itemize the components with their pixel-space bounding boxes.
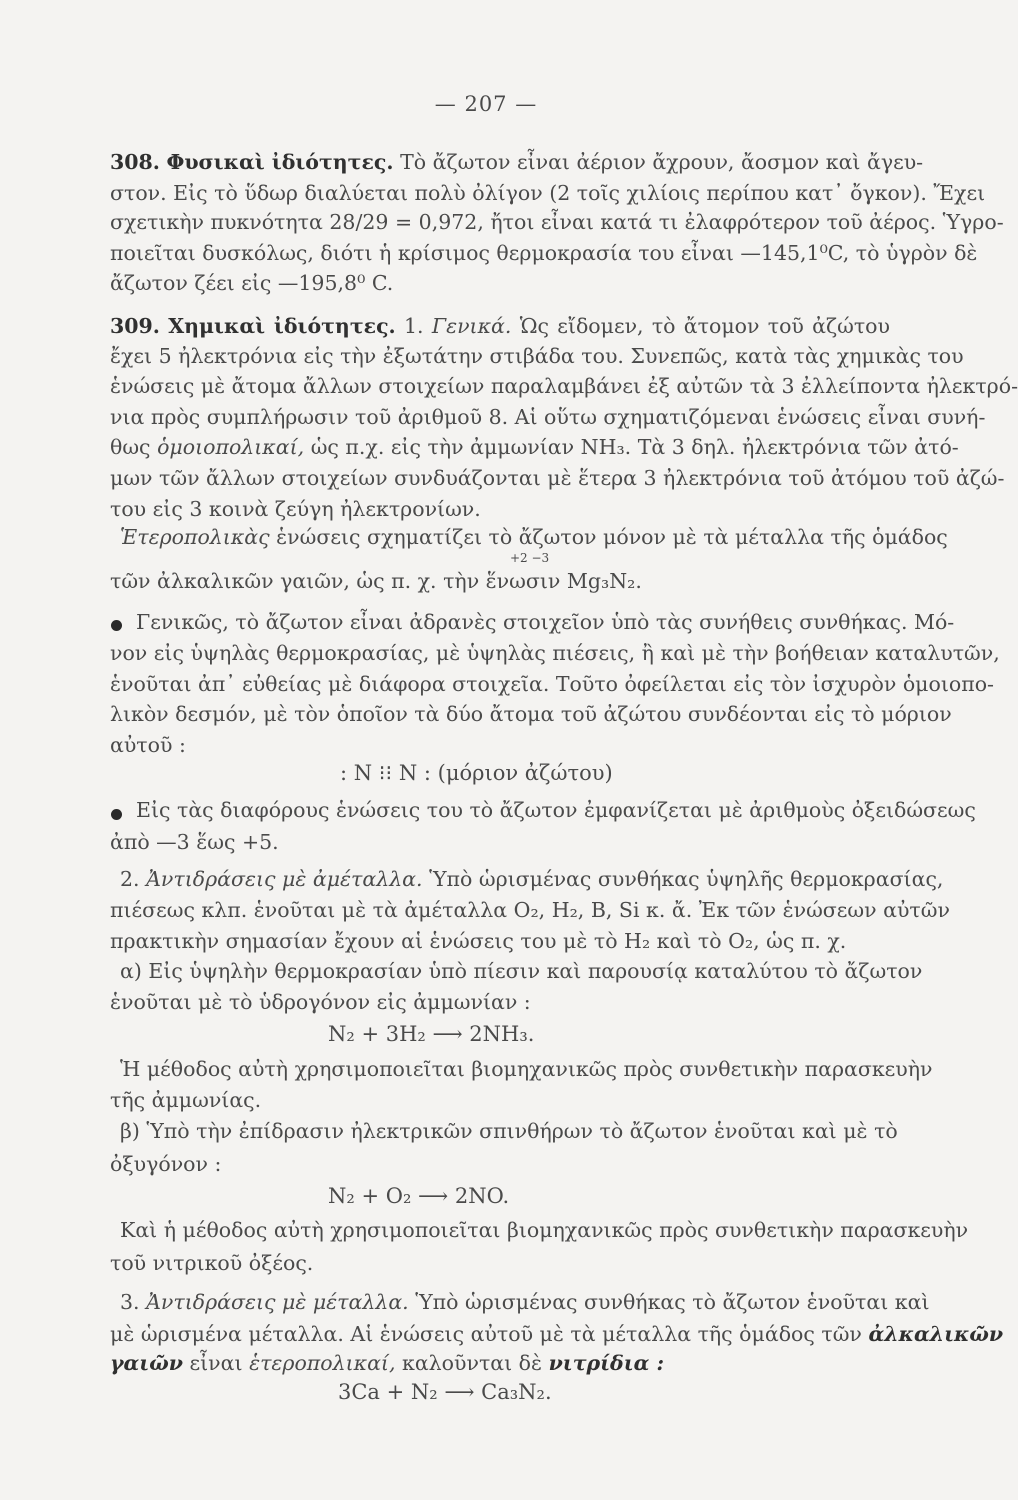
bullet1-line-4: λικὸν δεσμόν, μὲ τὸν ὁποῖον τὰ δύο ἄτομα τοῦ ἀζώτου συνδέονται εἰς τὸ μόριον: [110, 702, 952, 726]
a-line-1: α) Εἰς ὑψηλὴν θερμοκρασίαν ὑπὸ πίεσιν καὶ παρουσίᾳ καταλύτου τὸ ἄζωτον: [120, 959, 923, 983]
p2-line-1: [120, 866, 944, 892]
nitric-oxide-equation: N₂ + O₂ ⟶ 2NO.: [328, 1184, 510, 1208]
s309-line-6: μων τῶν ἄλλων στοιχείων συνδυάζονται μὲ ἕτερα 3 ἠλεκτρόνια τοῦ ἀτόμου τοῦ ἀζώ-: [110, 466, 1005, 490]
s308-number: 308.: [110, 150, 160, 174]
s309-text-5b: ὡς π.χ. εἰς τὴν ἀμμωνίαν NH₃. Τὰ 3 δηλ. ἠλεκτρόνια τῶν ἀτό-: [310, 435, 959, 459]
ammonia-equation: N₂ + 3H₂ ⟶ 2NH₃.: [328, 1022, 535, 1046]
p3-text-2: μὲ ὡρισμένα μέταλλα. Αἱ ἑνώσεις αὐτοῦ μὲ τὰ μέταλλα τῆς ὁμάδος τῶν: [110, 1322, 862, 1346]
bullet2-line-2: ἀπὸ —3 ἕως +5.: [110, 830, 279, 854]
s308-line-2: στον. Εἰς τὸ ὕδωρ διαλύεται πολὺ ὀλίγον (2 τοῖς χιλίοις περίπου κατ᾽ ὄγκον). Ἔχει: [110, 181, 986, 205]
s309-general-label: Γενικά.: [431, 314, 512, 338]
bullet-icon: [111, 620, 122, 631]
nitrogen-molecule-formula: : N ⁝⁝ N : (μόριον ἀζώτου): [340, 761, 613, 785]
bullet1-line-1: Γενικῶς, τὸ ἄζωτον εἶναι ἀδρανὲς στοιχεῖον ὑπὸ τὰς συνήθεις συνθήκας. Μό-: [136, 610, 955, 634]
s308-line-5: ἄζωτον ζέει εἰς —195,8⁰ C.: [110, 271, 394, 295]
p2-line-2: πιέσεως κλπ. ἑνοῦται μὲ τὰ ἀμέταλλα O₂, H₂, B, Si κ. ἄ. Ἐκ τῶν ἑνώσεων αὐτῶν: [110, 898, 950, 922]
p3-text-1: Ὑπὸ ὡρισμένας συνθήκας τὸ ἄζωτον ἑνοῦται καὶ: [415, 1290, 930, 1314]
s308-line-4: ποιεῖται δυσκόλως, διότι ἡ κρίσιμος θερμοκρασία του εἶναι —145,1⁰C, τὸ ὑγρὸν δὲ: [110, 241, 978, 265]
p3-text-3b: καλοῦνται δὲ: [402, 1351, 543, 1375]
s309-number: 309.: [110, 314, 160, 338]
s309-line-1: [110, 313, 890, 339]
s309-heading: Χημικαὶ ἰδιότητες.: [168, 314, 396, 338]
calcium-nitride-equation: 3Ca + N₂ ⟶ Ca₃N₂.: [338, 1380, 552, 1404]
p3-line-1: [120, 1289, 930, 1315]
a-line-3: Ἡ μέθοδος αὐτὴ χρησιμοποιεῖται βιομηχανικῶς πρὸς συνθετικὴν παρασκευὴν: [120, 1057, 933, 1081]
oxidation-charges: +2 −3: [510, 551, 550, 565]
s309-line-3: ἑνώσεις μὲ ἄτομα ἄλλων στοιχείων παραλαμβάνει ἐξ αὐτῶν τὰ 3 ἐλλείποντα ἠλεκτρό-: [110, 374, 1018, 398]
s308-heading: Φυσικαὶ ἰδιότητες.: [166, 150, 394, 174]
s309-text-1: Ὡς εἴδομεν, τὸ ἄτομον τοῦ ἀζώτου: [519, 314, 890, 338]
p3-text-3a: εἶναι: [189, 1351, 243, 1375]
s309-line-7: του εἰς 3 κοινὰ ζεύγη ἠλεκτρονίων.: [110, 497, 481, 521]
p3-line-2: [110, 1321, 1004, 1347]
alkaline-term: ἀλκαλικῶν: [868, 1322, 1004, 1346]
s308-line-1: [110, 149, 924, 175]
s309-p1-label: 1.: [404, 314, 424, 338]
covalent-term: ὁμοιοπολικαί,: [157, 435, 305, 459]
nitrides-term: νιτρίδια :: [548, 1351, 665, 1375]
a-line-2: ἑνοῦται μὲ τὸ ὑδρογόνον εἰς ἀμμωνίαν :: [110, 990, 531, 1014]
s309-text-5a: θως: [110, 435, 151, 459]
p2-text-1: Ὑπὸ ὡρισμένας συνθήκας ὑψηλῆς θερμοκρασίας,: [429, 867, 944, 891]
s309-line-5: [110, 434, 959, 460]
bullet2-line-1: Εἰς τὰς διαφόρους ἑνώσεις του τὸ ἄζωτον ἐμφανίζεται μὲ ἀριθμοὺς ὀξειδώσεως: [136, 798, 976, 822]
p3-line-3: [110, 1350, 664, 1376]
s308-line-3: σχετικὴν πυκνότητα 28/29 = 0,972, ἤτοι εἶναι κατά τι ἐλαφρότερον τοῦ ἀέρος. Ὑγρο-: [110, 210, 1004, 234]
ionic-term: Ἑτεροπολικὰς: [120, 525, 270, 549]
s309-line-9: τῶν ἀλκαλικῶν γαιῶν, ὡς π. χ. τὴν ἕνωσιν Mg₃N₂.: [110, 569, 642, 593]
ionic-term-2: ἑτεροπολικαί,: [249, 1351, 396, 1375]
s308-text-1: Τὸ ἄζωτον εἶναι ἀέριον ἄχρουν, ἄοσμον καὶ ἄγευ-: [400, 150, 924, 174]
a-line-4: τῆς ἀμμωνίας.: [110, 1088, 262, 1112]
bullet1-line-2: νον εἰς ὑψηλὰς θερμοκρασίας, μὲ ὑψηλὰς πιέσεις, ἢ καὶ μὲ τὴν βοήθειαν καταλυτῶν,: [110, 641, 1000, 665]
bullet1-line-5: αὐτοῦ :: [110, 733, 186, 757]
b-line-2: ὀξυγόνον :: [110, 1152, 222, 1176]
b-line-4: τοῦ νιτρικοῦ ὀξέος.: [110, 1251, 314, 1275]
b-line-1: β) Ὑπὸ τὴν ἐπίδρασιν ἠλεκτρικῶν σπινθήρων τὸ ἄζωτον ἑνοῦται καὶ μὲ τὸ: [120, 1119, 898, 1143]
bullet-icon: [111, 809, 122, 820]
bullet1-line-3: ἑνοῦται ἀπ᾽ εὐθείας μὲ διάφορα στοιχεῖα. Τοῦτο ὀφείλεται εἰς τὸν ἰσχυρὸν ὁμοιοπο-: [110, 672, 994, 696]
p2-title: Ἀντιδράσεις μὲ ἀμέταλλα.: [146, 867, 423, 891]
p3-label: 3.: [120, 1290, 140, 1314]
s309-text-8: ἑνώσεις σχηματίζει τὸ ἄζωτον μόνον μὲ τὰ μέταλλα τῆς ὁμάδος: [276, 525, 948, 549]
p2-line-3: πρακτικὴν σημασίαν ἔχουν αἱ ἑνώσεις του μὲ τὸ H₂ καὶ τὸ O₂, ὡς π. χ.: [110, 929, 847, 953]
page-number: — 207 —: [434, 92, 538, 116]
p3-title: Ἀντιδράσεις μὲ μέταλλα.: [146, 1290, 409, 1314]
b-line-3: Καὶ ἡ μέθοδος αὐτὴ χρησιμοποιεῖται βιομηχανικῶς πρὸς συνθετικὴν παρασκευὴν: [120, 1218, 969, 1242]
s309-line-8: [120, 524, 948, 550]
s309-line-4: νια πρὸς συμπλήρωσιν τοῦ ἀριθμοῦ 8. Αἱ οὕτω σχηματιζόμεναι ἑνώσεις εἶναι συνή-: [110, 405, 986, 429]
s309-line-2: ἔχει 5 ἠλεκτρόνια εἰς τὴν ἐξωτάτην στιβάδα του. Συνεπῶς, κατὰ τὰς χημικὰς του: [110, 344, 964, 368]
earths-term: γαιῶν: [110, 1351, 183, 1375]
p2-label: 2.: [120, 867, 140, 891]
